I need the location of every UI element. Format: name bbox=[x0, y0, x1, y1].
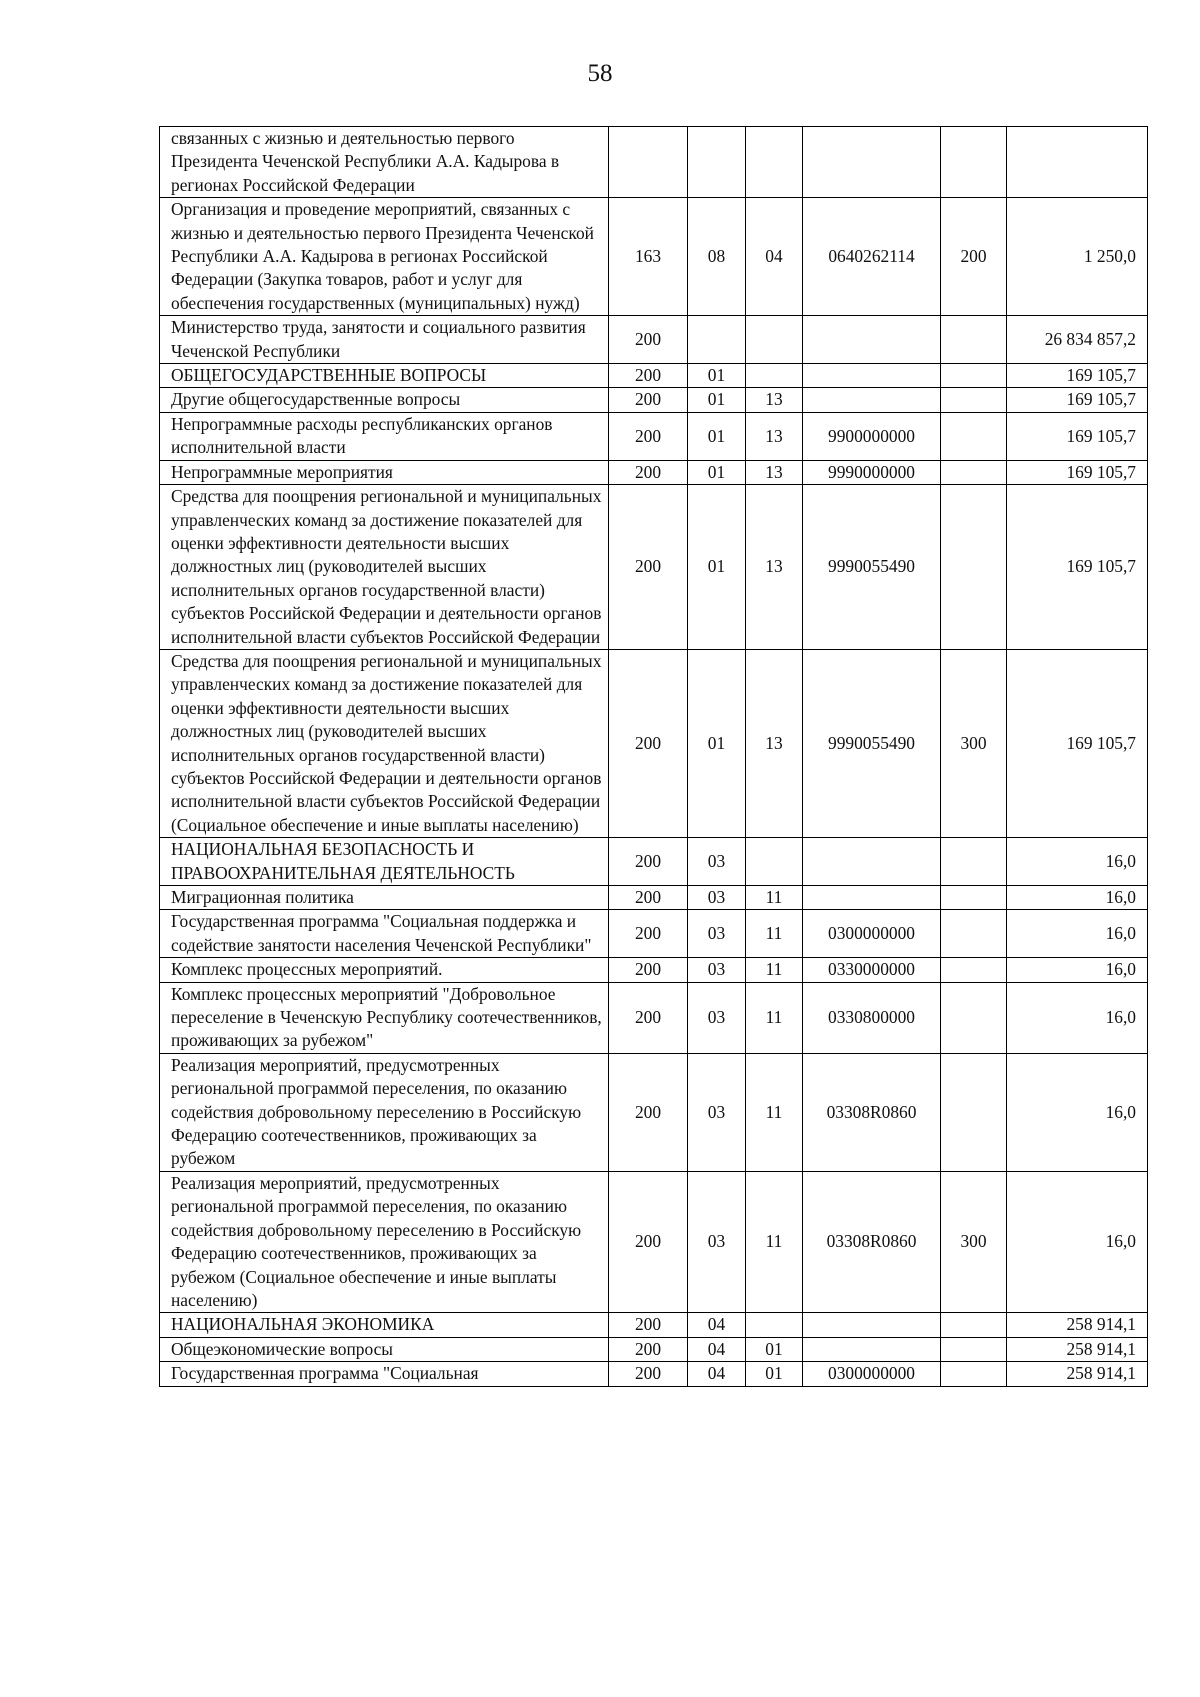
subsection-code-cell: 11 bbox=[746, 910, 803, 958]
target-article-code-cell: 03308R0860 bbox=[803, 1171, 941, 1312]
subsection-code-cell: 13 bbox=[746, 460, 803, 484]
section-code-cell: 03 bbox=[688, 1053, 746, 1171]
expense-type-code-cell bbox=[941, 460, 1007, 484]
subsection-code-cell: 13 bbox=[746, 412, 803, 460]
expense-type-code-cell bbox=[941, 388, 1007, 412]
table-row bbox=[160, 127, 1148, 198]
admin-code-cell: 200 bbox=[609, 1362, 688, 1386]
item-name-cell: Реализация мероприятий, предусмотренных региональной программой переселения, по оказанию содействия добровольному переселению в Российскую Федерацию соотечественников, проживающих за рубежом bbox=[160, 1053, 609, 1171]
section-code-cell: 03 bbox=[688, 958, 746, 982]
subsection-code-cell: 01 bbox=[746, 1337, 803, 1361]
admin-code-cell: 200 bbox=[609, 982, 688, 1053]
expense-type-code-cell bbox=[941, 910, 1007, 958]
target-article-code-cell: 0640262114 bbox=[803, 198, 941, 316]
target-article-code-cell bbox=[803, 364, 941, 388]
item-name-cell: Непрограммные мероприятия bbox=[160, 460, 609, 484]
admin-code-cell: 200 bbox=[609, 1053, 688, 1171]
item-name-cell: Миграционная политика bbox=[160, 886, 609, 910]
amount-cell: 16,0 bbox=[1007, 838, 1148, 886]
subsection-code-cell: 04 bbox=[746, 198, 803, 316]
amount-cell: 1 250,0 bbox=[1007, 198, 1148, 316]
section-code-cell: 01 bbox=[688, 364, 746, 388]
amount-cell: 169 105,7 bbox=[1007, 649, 1148, 837]
expense-type-code-cell bbox=[941, 1362, 1007, 1386]
table-row bbox=[160, 316, 1148, 364]
expense-type-code-cell bbox=[941, 412, 1007, 460]
amount-cell: 258 914,1 bbox=[1007, 1362, 1148, 1386]
target-article-code-cell: 0300000000 bbox=[803, 910, 941, 958]
table-row bbox=[160, 412, 1148, 460]
target-article-code-cell: 9990000000 bbox=[803, 460, 941, 484]
item-name-cell: Реализация мероприятий, предусмотренных региональной программой переселения, по оказанию содействия добровольному переселению в Российскую Федерацию соотечественников, проживающих за рубежом (Социальное обеспечение и иные выплаты населению) bbox=[160, 1171, 609, 1312]
item-name-cell: связанных с жизнью и деятельностью первого Президента Чеченской Республики А.А. Кадырова в регионах Российской Федерации bbox=[160, 127, 609, 198]
budget-table-body bbox=[160, 127, 1148, 1387]
amount-cell: 26 834 857,2 bbox=[1007, 316, 1148, 364]
table-row bbox=[160, 198, 1148, 316]
admin-code-cell: 200 bbox=[609, 316, 688, 364]
expense-type-code-cell: 200 bbox=[941, 198, 1007, 316]
amount-cell: 16,0 bbox=[1007, 982, 1148, 1053]
budget-table bbox=[159, 126, 1148, 1387]
admin-code-cell: 163 bbox=[609, 198, 688, 316]
section-code-cell: 04 bbox=[688, 1337, 746, 1361]
subsection-code-cell: 11 bbox=[746, 982, 803, 1053]
table-row bbox=[160, 364, 1148, 388]
item-name-cell: ОБЩЕГОСУДАРСТВЕННЫЕ ВОПРОСЫ bbox=[160, 364, 609, 388]
subsection-code-cell: 11 bbox=[746, 1053, 803, 1171]
admin-code-cell bbox=[609, 127, 688, 198]
table-row bbox=[160, 1362, 1148, 1386]
target-article-code-cell bbox=[803, 127, 941, 198]
table-row bbox=[160, 1053, 1148, 1171]
item-name-cell: Комплекс процессных мероприятий "Добровольное переселение в Чеченскую Республику соотечественников, проживающих за рубежом" bbox=[160, 982, 609, 1053]
expense-type-code-cell bbox=[941, 1337, 1007, 1361]
item-name-cell: Общеэкономические вопросы bbox=[160, 1337, 609, 1361]
admin-code-cell: 200 bbox=[609, 838, 688, 886]
subsection-code-cell: 11 bbox=[746, 958, 803, 982]
admin-code-cell: 200 bbox=[609, 886, 688, 910]
subsection-code-cell: 13 bbox=[746, 485, 803, 650]
admin-code-cell: 200 bbox=[609, 1171, 688, 1312]
table-row bbox=[160, 1337, 1148, 1361]
amount-cell: 16,0 bbox=[1007, 910, 1148, 958]
amount-cell: 169 105,7 bbox=[1007, 460, 1148, 484]
expense-type-code-cell bbox=[941, 127, 1007, 198]
item-name-cell: Комплекс процессных мероприятий. bbox=[160, 958, 609, 982]
section-code-cell: 03 bbox=[688, 838, 746, 886]
section-code-cell: 03 bbox=[688, 982, 746, 1053]
amount-cell: 169 105,7 bbox=[1007, 388, 1148, 412]
section-code-cell: 01 bbox=[688, 388, 746, 412]
expense-type-code-cell bbox=[941, 886, 1007, 910]
expense-type-code-cell: 300 bbox=[941, 1171, 1007, 1312]
subsection-code-cell: 13 bbox=[746, 649, 803, 837]
admin-code-cell: 200 bbox=[609, 364, 688, 388]
amount-cell: 169 105,7 bbox=[1007, 412, 1148, 460]
admin-code-cell: 200 bbox=[609, 1337, 688, 1361]
item-name-cell: Другие общегосударственные вопросы bbox=[160, 388, 609, 412]
item-name-cell: Организация и проведение мероприятий, связанных с жизнью и деятельностью первого Президента Чеченской Республики А.А. Кадырова в регионах Российской Федерации (Закупка товаров, работ и услуг для обеспечения государственных (муниципальных) нужд) bbox=[160, 198, 609, 316]
target-article-code-cell: 9990055490 bbox=[803, 485, 941, 650]
subsection-code-cell: 11 bbox=[746, 1171, 803, 1312]
subsection-code-cell: 11 bbox=[746, 886, 803, 910]
page-number: 58 bbox=[587, 60, 613, 87]
item-name-cell: Министерство труда, занятости и социального развития Чеченской Республики bbox=[160, 316, 609, 364]
amount-cell: 169 105,7 bbox=[1007, 364, 1148, 388]
amount-cell: 169 105,7 bbox=[1007, 485, 1148, 650]
table-row bbox=[160, 485, 1148, 650]
target-article-code-cell bbox=[803, 1337, 941, 1361]
table-row bbox=[160, 1313, 1148, 1337]
target-article-code-cell: 0330800000 bbox=[803, 982, 941, 1053]
subsection-code-cell bbox=[746, 364, 803, 388]
expense-type-code-cell bbox=[941, 982, 1007, 1053]
admin-code-cell: 200 bbox=[609, 649, 688, 837]
admin-code-cell: 200 bbox=[609, 958, 688, 982]
section-code-cell: 08 bbox=[688, 198, 746, 316]
section-code-cell: 03 bbox=[688, 886, 746, 910]
item-name-cell: Непрограммные расходы республиканских органов исполнительной власти bbox=[160, 412, 609, 460]
amount-cell: 16,0 bbox=[1007, 1171, 1148, 1312]
section-code-cell: 01 bbox=[688, 460, 746, 484]
section-code-cell: 01 bbox=[688, 649, 746, 837]
section-code-cell bbox=[688, 316, 746, 364]
item-name-cell: Государственная программа "Социальная bbox=[160, 1362, 609, 1386]
admin-code-cell: 200 bbox=[609, 412, 688, 460]
section-code-cell: 01 bbox=[688, 485, 746, 650]
table-row bbox=[160, 958, 1148, 982]
subsection-code-cell bbox=[746, 127, 803, 198]
target-article-code-cell: 0300000000 bbox=[803, 1362, 941, 1386]
table-row bbox=[160, 1171, 1148, 1312]
item-name-cell: НАЦИОНАЛЬНАЯ БЕЗОПАСНОСТЬ И ПРАВООХРАНИТЕЛЬНАЯ ДЕЯТЕЛЬНОСТЬ bbox=[160, 838, 609, 886]
section-code-cell: 04 bbox=[688, 1313, 746, 1337]
expense-type-code-cell: 300 bbox=[941, 649, 1007, 837]
expense-type-code-cell bbox=[941, 364, 1007, 388]
expense-type-code-cell bbox=[941, 1313, 1007, 1337]
item-name-cell: Государственная программа "Социальная поддержка и содействие занятости населения Чеченской Республики" bbox=[160, 910, 609, 958]
admin-code-cell: 200 bbox=[609, 910, 688, 958]
table-row bbox=[160, 982, 1148, 1053]
admin-code-cell: 200 bbox=[609, 460, 688, 484]
subsection-code-cell bbox=[746, 316, 803, 364]
target-article-code-cell bbox=[803, 388, 941, 412]
item-name-cell: Средства для поощрения региональной и муниципальных управленческих команд за достижение показателей для оценки эффективности деятельности высших должностных лиц (руководителей высших исполнительных органов государственной власти) субъектов Российской Федерации и деятельности органов исполнительной власти субъектов Российской Федерации bbox=[160, 485, 609, 650]
target-article-code-cell bbox=[803, 1313, 941, 1337]
table-row bbox=[160, 388, 1148, 412]
target-article-code-cell: 9990055490 bbox=[803, 649, 941, 837]
amount-cell: 258 914,1 bbox=[1007, 1337, 1148, 1361]
expense-type-code-cell bbox=[941, 485, 1007, 650]
target-article-code-cell bbox=[803, 886, 941, 910]
amount-cell: 258 914,1 bbox=[1007, 1313, 1148, 1337]
section-code-cell: 01 bbox=[688, 412, 746, 460]
table-row bbox=[160, 649, 1148, 837]
expense-type-code-cell bbox=[941, 958, 1007, 982]
table-row bbox=[160, 460, 1148, 484]
expense-type-code-cell bbox=[941, 316, 1007, 364]
expense-type-code-cell bbox=[941, 1053, 1007, 1171]
target-article-code-cell: 03308R0860 bbox=[803, 1053, 941, 1171]
item-name-cell: НАЦИОНАЛЬНАЯ ЭКОНОМИКА bbox=[160, 1313, 609, 1337]
target-article-code-cell: 9900000000 bbox=[803, 412, 941, 460]
subsection-code-cell: 01 bbox=[746, 1362, 803, 1386]
subsection-code-cell: 13 bbox=[746, 388, 803, 412]
subsection-code-cell bbox=[746, 1313, 803, 1337]
target-article-code-cell bbox=[803, 316, 941, 364]
table-row bbox=[160, 838, 1148, 886]
table-row bbox=[160, 886, 1148, 910]
target-article-code-cell: 0330000000 bbox=[803, 958, 941, 982]
amount-cell: 16,0 bbox=[1007, 958, 1148, 982]
amount-cell: 16,0 bbox=[1007, 886, 1148, 910]
item-name-cell: Средства для поощрения региональной и муниципальных управленческих команд за достижение показателей для оценки эффективности деятельности высших должностных лиц (руководителей высших исполнительных органов государственной власти) субъектов Российской Федерации и деятельности органов исполнительной власти субъектов Российской Федерации (Социальное обеспечение и иные выплаты населению) bbox=[160, 649, 609, 837]
admin-code-cell: 200 bbox=[609, 485, 688, 650]
target-article-code-cell bbox=[803, 838, 941, 886]
section-code-cell: 03 bbox=[688, 910, 746, 958]
admin-code-cell: 200 bbox=[609, 1313, 688, 1337]
section-code-cell: 03 bbox=[688, 1171, 746, 1312]
amount-cell bbox=[1007, 127, 1148, 198]
amount-cell: 16,0 bbox=[1007, 1053, 1148, 1171]
section-code-cell bbox=[688, 127, 746, 198]
section-code-cell: 04 bbox=[688, 1362, 746, 1386]
table-row bbox=[160, 910, 1148, 958]
admin-code-cell: 200 bbox=[609, 388, 688, 412]
subsection-code-cell bbox=[746, 838, 803, 886]
expense-type-code-cell bbox=[941, 838, 1007, 886]
